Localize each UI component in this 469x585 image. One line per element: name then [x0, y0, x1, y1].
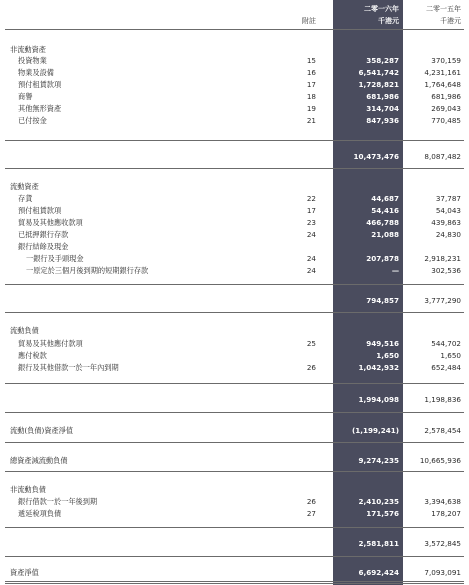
- section-rule: [5, 312, 464, 313]
- header-unit-current: 千港元: [378, 17, 399, 25]
- row-value-previous: 269,043: [431, 104, 461, 113]
- header-units-row: [0, 16, 469, 27]
- section-rule: [5, 168, 464, 169]
- row-value-previous: 2,918,231: [424, 254, 461, 263]
- row-label: 銀行借款一於一年後到期: [18, 497, 98, 506]
- row-label: 流動(負債)資產淨值: [10, 426, 74, 435]
- table-row: [0, 241, 469, 252]
- row-value-previous: 681,986: [431, 92, 461, 101]
- row-value-previous: 24,830: [435, 230, 461, 239]
- section-rule: [5, 383, 464, 384]
- row-value-previous: 439,863: [431, 218, 461, 227]
- subtotal-row: [0, 394, 469, 405]
- row-value-previous: 178,207: [431, 509, 461, 518]
- row-note: 24: [306, 254, 316, 263]
- table-row: [0, 103, 469, 114]
- row-label: 存貨: [18, 194, 33, 203]
- row-note: 19: [306, 104, 316, 113]
- row-value-previous: 2,578,454: [424, 426, 461, 435]
- table-row: [0, 508, 469, 519]
- table-row: [0, 217, 469, 228]
- header-rule: [5, 29, 464, 30]
- row-note: 22: [306, 194, 316, 203]
- table-row: [0, 350, 469, 361]
- row-value-previous: 1,650: [440, 351, 461, 360]
- row-label: 其他無形資產: [18, 104, 62, 113]
- row-value-previous: 652,484: [431, 363, 461, 372]
- table-row: [0, 362, 469, 373]
- section-rule: [5, 556, 464, 557]
- row-value-current: (1,199,241): [351, 426, 399, 435]
- row-value-current: 171,576: [366, 509, 399, 518]
- row-label: 商譽: [18, 92, 33, 101]
- table-row: [0, 496, 469, 507]
- header-unit-previous: 千港元: [440, 17, 461, 25]
- row-label: 一銀行及手頭現金: [26, 254, 84, 263]
- row-value-current: 21,088: [371, 230, 399, 239]
- section-rule: [5, 442, 464, 443]
- subtotal-value-current: 10,473,476: [353, 152, 399, 161]
- row-note: 18: [306, 92, 316, 101]
- row-label: 銀行及其他借款一於一年內到期: [18, 363, 119, 372]
- subtotal-row: [0, 151, 469, 162]
- row-label: 預付租賃款項: [18, 80, 62, 89]
- row-label: 投資物業: [18, 56, 47, 65]
- net-assets-row: [0, 567, 469, 578]
- row-value-current: 9,274,235: [358, 456, 399, 465]
- table-row: [0, 484, 469, 495]
- row-label: 流動資產: [10, 182, 39, 191]
- row-value-current: 847,936: [366, 116, 399, 125]
- subtotal-value-current: 2,581,811: [358, 539, 399, 548]
- row-label: 非流動資產: [10, 45, 46, 54]
- section-rule: [5, 471, 464, 472]
- row-note: 26: [306, 497, 316, 506]
- table-row: [0, 44, 469, 55]
- row-label: 已付按金: [18, 116, 47, 125]
- subtotal-row: [0, 295, 469, 306]
- row-value-previous: 37,787: [435, 194, 461, 203]
- row-note: 15: [306, 56, 316, 65]
- row-note: 25: [306, 339, 316, 348]
- table-row: [0, 325, 469, 336]
- table-row: [0, 79, 469, 90]
- row-value-current: 1,650: [376, 351, 399, 360]
- row-value-previous: 4,231,161: [424, 68, 461, 77]
- subtotal-value-previous: 1,198,836: [424, 395, 461, 404]
- subtotal-row: [0, 538, 469, 549]
- row-value-current: —: [391, 266, 399, 275]
- row-value-previous: 370,159: [431, 56, 461, 65]
- subtotal-value-previous: 8,087,482: [424, 152, 461, 161]
- section-rule: [5, 140, 464, 141]
- row-label: 一原定於三個月後到期的短期銀行存款: [26, 266, 149, 275]
- subtotal-value-previous: 3,572,845: [424, 539, 461, 548]
- double-rule-bottom: [5, 583, 464, 584]
- section-rule: [5, 284, 464, 285]
- header-note-label: 附註: [302, 17, 316, 25]
- table-row: [0, 193, 469, 204]
- row-value-current: 1,042,932: [358, 363, 399, 372]
- row-value-previous: 544,702: [431, 339, 461, 348]
- row-value-current: 681,986: [366, 92, 399, 101]
- row-value-previous: 302,536: [431, 266, 461, 275]
- total-row: [0, 455, 469, 466]
- row-note: 16: [306, 68, 316, 77]
- row-label: 已抵押銀行存款: [18, 230, 69, 239]
- row-note: 27: [306, 509, 316, 518]
- table-row: [0, 181, 469, 192]
- row-label: 貿易及其他應付款項: [18, 339, 83, 348]
- section-rule: [5, 412, 464, 413]
- row-value-previous: 10,665,936: [419, 456, 461, 465]
- row-label: 銀行結餘及現金: [18, 242, 69, 251]
- row-note: 21: [306, 116, 316, 125]
- table-row: [0, 265, 469, 276]
- table-row: [0, 67, 469, 78]
- row-value-current: 1,728,821: [358, 80, 399, 89]
- row-label: 預付租賃款項: [18, 206, 62, 215]
- row-value-current: 44,687: [371, 194, 399, 203]
- row-value-current: 358,287: [366, 56, 399, 65]
- header-year-current: 二零一六年: [364, 5, 399, 13]
- subtotal-value-previous: 3,777,290: [424, 296, 461, 305]
- row-value-previous: 1,764,648: [424, 80, 461, 89]
- row-value-previous: 7,093,091: [424, 568, 461, 577]
- row-value-previous: 770,485: [431, 116, 461, 125]
- row-value-previous: 3,394,638: [424, 497, 461, 506]
- table-row: [0, 338, 469, 349]
- row-note: 17: [306, 206, 316, 215]
- table-row: [0, 205, 469, 216]
- row-label: 非流動負債: [10, 485, 46, 494]
- row-value-current: 6,692,424: [358, 568, 399, 577]
- header-years-row: [0, 4, 469, 15]
- subtotal-value-current: 1,994,098: [358, 395, 399, 404]
- row-label: 應付稅款: [18, 351, 47, 360]
- row-label: 總資產減流動負債: [10, 456, 68, 465]
- subtotal-value-current: 794,857: [366, 296, 399, 305]
- double-rule-top: [5, 581, 464, 582]
- row-value-current: 207,878: [366, 254, 399, 263]
- header-year-previous: 二零一五年: [426, 5, 461, 13]
- table-row: [0, 115, 469, 126]
- row-value-current: 949,516: [366, 339, 399, 348]
- section-rule: [5, 527, 464, 528]
- row-label: 物業及設備: [18, 68, 54, 77]
- row-value-current: 314,704: [366, 104, 399, 113]
- row-label: 資產淨值: [10, 568, 39, 577]
- table-row: [0, 253, 469, 264]
- row-value-current: 466,788: [366, 218, 399, 227]
- row-note: 17: [306, 80, 316, 89]
- row-value-previous: 54,043: [435, 206, 461, 215]
- table-row: [0, 91, 469, 102]
- row-note: 24: [306, 266, 316, 275]
- row-label: 遞延稅項負債: [18, 509, 62, 518]
- table-row: [0, 229, 469, 240]
- table-row: [0, 55, 469, 66]
- row-note: 24: [306, 230, 316, 239]
- row-label: 流動負債: [10, 326, 39, 335]
- row-note: 23: [306, 218, 316, 227]
- row-value-current: 6,541,742: [358, 68, 399, 77]
- total-row: [0, 425, 469, 436]
- row-value-current: 54,416: [371, 206, 399, 215]
- row-label: 貿易及其他應收款項: [18, 218, 83, 227]
- row-note: 26: [306, 363, 316, 372]
- row-value-current: 2,410,235: [358, 497, 399, 506]
